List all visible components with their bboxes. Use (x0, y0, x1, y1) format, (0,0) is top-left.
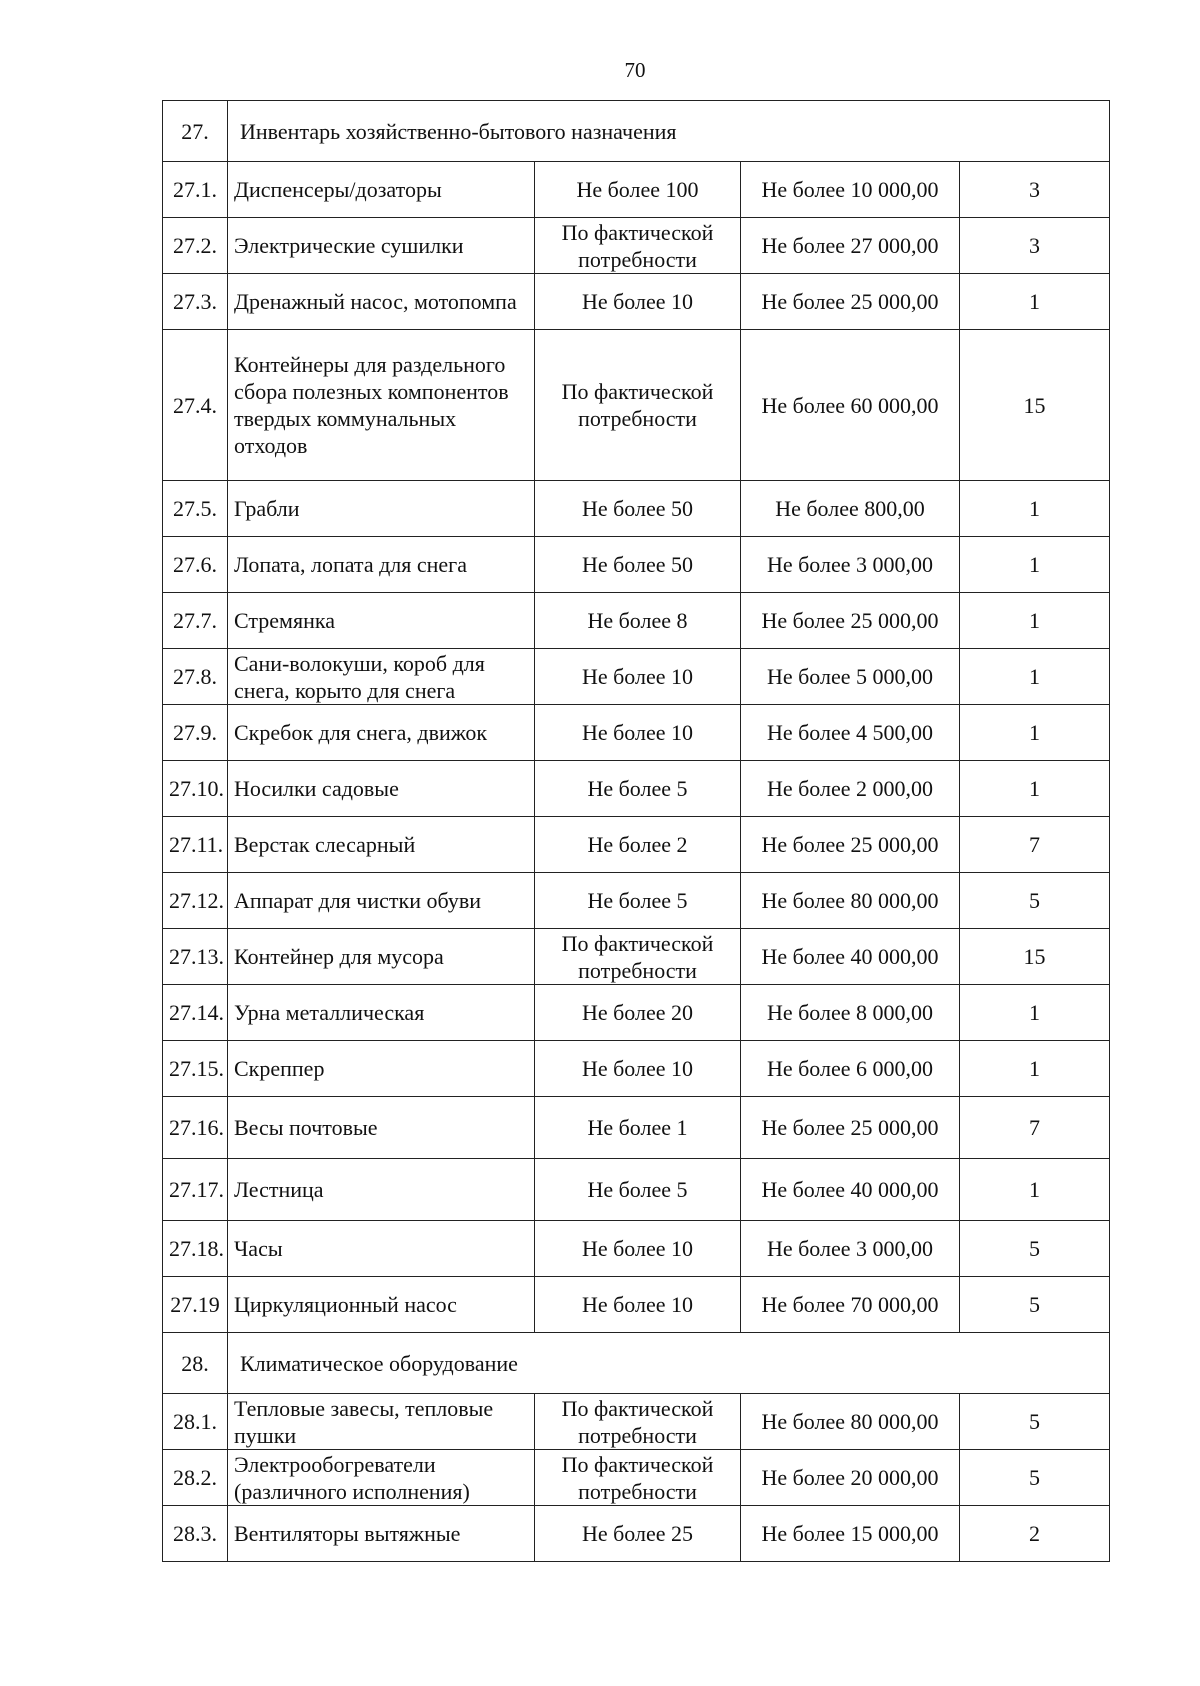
item-name: Урна металлическая (228, 985, 535, 1041)
item-quantity: Не более 20 (535, 985, 741, 1041)
item-price: Не более 25 000,00 (741, 593, 960, 649)
item-number: 27.19 (163, 1277, 228, 1333)
table-row (163, 1097, 1110, 1159)
item-price: Не более 25 000,00 (741, 1097, 960, 1159)
item-name: Дренажный насос, мотопомпа (228, 274, 535, 330)
table-row (163, 481, 1110, 537)
item-price: Не более 8 000,00 (741, 985, 960, 1041)
item-price: Не более 800,00 (741, 481, 960, 537)
item-price: Не более 40 000,00 (741, 1159, 960, 1221)
item-quantity: Не более 1 (535, 1097, 741, 1159)
equipment-table-body (163, 101, 1110, 1562)
item-quantity: Не более 10 (535, 274, 741, 330)
equipment-table (162, 100, 1110, 1562)
item-quantity: Не более 8 (535, 593, 741, 649)
item-name: Лопата, лопата для снега (228, 537, 535, 593)
item-service-years: 1 (960, 985, 1110, 1041)
item-number: 27.1. (163, 162, 228, 218)
section-row (163, 101, 1110, 162)
item-quantity: По фактической потребности (535, 218, 741, 274)
item-number: 27.7. (163, 593, 228, 649)
item-price: Не более 80 000,00 (741, 1394, 960, 1450)
item-quantity: Не более 100 (535, 162, 741, 218)
item-quantity: Не более 10 (535, 1221, 741, 1277)
item-price: Не более 70 000,00 (741, 1277, 960, 1333)
item-quantity: Не более 25 (535, 1506, 741, 1562)
item-service-years: 15 (960, 330, 1110, 481)
item-price: Не более 27 000,00 (741, 218, 960, 274)
item-number: 28.2. (163, 1450, 228, 1506)
item-service-years: 3 (960, 162, 1110, 218)
item-quantity: По фактической потребности (535, 1450, 741, 1506)
item-number: 27.18. (163, 1221, 228, 1277)
section-title: Климатическое оборудование (228, 1333, 1110, 1394)
table-row (163, 537, 1110, 593)
item-name: Лестница (228, 1159, 535, 1221)
item-quantity: По фактической потребности (535, 929, 741, 985)
item-quantity: По фактической потребности (535, 330, 741, 481)
table-row (163, 1159, 1110, 1221)
item-number: 27.4. (163, 330, 228, 481)
table-row (163, 1277, 1110, 1333)
section-number: 28. (163, 1333, 228, 1394)
table-row (163, 1450, 1110, 1506)
item-number: 27.11. (163, 817, 228, 873)
item-price: Не более 10 000,00 (741, 162, 960, 218)
item-service-years: 1 (960, 274, 1110, 330)
table-row (163, 705, 1110, 761)
item-price: Не более 5 000,00 (741, 649, 960, 705)
table-row (163, 1221, 1110, 1277)
item-name: Диспенсеры/дозаторы (228, 162, 535, 218)
item-name: Контейнер для мусора (228, 929, 535, 985)
item-quantity: Не более 10 (535, 705, 741, 761)
item-quantity: Не более 2 (535, 817, 741, 873)
item-service-years: 1 (960, 761, 1110, 817)
item-name: Контейнеры для раздельного сбора полезных компонентов твердых коммунальных отходов (228, 330, 535, 481)
item-number: 27.17. (163, 1159, 228, 1221)
table-row (163, 1041, 1110, 1097)
item-name: Сани-волокуши, короб для снега, корыто для снега (228, 649, 535, 705)
section-title: Инвентарь хозяйственно-бытового назначения (228, 101, 1110, 162)
page-number: 70 (624, 58, 646, 82)
item-number: 27.10. (163, 761, 228, 817)
item-quantity: Не более 50 (535, 481, 741, 537)
item-price: Не более 40 000,00 (741, 929, 960, 985)
item-name: Аппарат для чистки обуви (228, 873, 535, 929)
item-name: Часы (228, 1221, 535, 1277)
item-service-years: 7 (960, 817, 1110, 873)
table-row (163, 593, 1110, 649)
table-row (163, 649, 1110, 705)
table-row (163, 929, 1110, 985)
table-row (163, 985, 1110, 1041)
item-service-years: 1 (960, 537, 1110, 593)
item-service-years: 5 (960, 1450, 1110, 1506)
item-number: 28.1. (163, 1394, 228, 1450)
item-number: 27.2. (163, 218, 228, 274)
item-quantity: Не более 5 (535, 873, 741, 929)
item-quantity: Не более 50 (535, 537, 741, 593)
table-row (163, 817, 1110, 873)
item-name: Электрообогреватели (различного исполнения) (228, 1450, 535, 1506)
item-name: Весы почтовые (228, 1097, 535, 1159)
table-row (163, 330, 1110, 481)
table-row (163, 761, 1110, 817)
table-row (163, 274, 1110, 330)
item-quantity: Не более 5 (535, 761, 741, 817)
item-name: Электрические сушилки (228, 218, 535, 274)
item-number: 27.12. (163, 873, 228, 929)
item-quantity: Не более 10 (535, 1277, 741, 1333)
item-number: 27.3. (163, 274, 228, 330)
item-service-years: 7 (960, 1097, 1110, 1159)
item-name: Вентиляторы вытяжные (228, 1506, 535, 1562)
item-number: 27.14. (163, 985, 228, 1041)
item-quantity: Не более 5 (535, 1159, 741, 1221)
item-price: Не более 4 500,00 (741, 705, 960, 761)
item-number: 28.3. (163, 1506, 228, 1562)
item-service-years: 1 (960, 1159, 1110, 1221)
item-price: Не более 3 000,00 (741, 1221, 960, 1277)
item-service-years: 5 (960, 1394, 1110, 1450)
item-price: Не более 20 000,00 (741, 1450, 960, 1506)
item-service-years: 1 (960, 593, 1110, 649)
item-service-years: 15 (960, 929, 1110, 985)
section-row (163, 1333, 1110, 1394)
item-service-years: 1 (960, 649, 1110, 705)
item-name: Носилки садовые (228, 761, 535, 817)
item-service-years: 5 (960, 873, 1110, 929)
item-number: 27.13. (163, 929, 228, 985)
item-name: Тепловые завесы, тепловые пушки (228, 1394, 535, 1450)
item-price: Не более 25 000,00 (741, 817, 960, 873)
item-service-years: 5 (960, 1221, 1110, 1277)
item-price: Не более 25 000,00 (741, 274, 960, 330)
section-number: 27. (163, 101, 228, 162)
item-price: Не более 6 000,00 (741, 1041, 960, 1097)
item-price: Не более 80 000,00 (741, 873, 960, 929)
table-row (163, 162, 1110, 218)
item-service-years: 2 (960, 1506, 1110, 1562)
item-name: Стремянка (228, 593, 535, 649)
item-number: 27.8. (163, 649, 228, 705)
item-price: Не более 15 000,00 (741, 1506, 960, 1562)
table-row (163, 1394, 1110, 1450)
item-quantity: Не более 10 (535, 649, 741, 705)
item-service-years: 1 (960, 481, 1110, 537)
item-number: 27.6. (163, 537, 228, 593)
item-quantity: Не более 10 (535, 1041, 741, 1097)
item-name: Скреппер (228, 1041, 535, 1097)
item-price: Не более 60 000,00 (741, 330, 960, 481)
item-service-years: 1 (960, 705, 1110, 761)
item-name: Скребок для снега, движок (228, 705, 535, 761)
item-number: 27.5. (163, 481, 228, 537)
item-number: 27.16. (163, 1097, 228, 1159)
item-quantity: По фактической потребности (535, 1394, 741, 1450)
item-service-years: 1 (960, 1041, 1110, 1097)
table-row (163, 873, 1110, 929)
item-price: Не более 3 000,00 (741, 537, 960, 593)
item-name: Грабли (228, 481, 535, 537)
item-number: 27.15. (163, 1041, 228, 1097)
item-name: Циркуляционный насос (228, 1277, 535, 1333)
item-service-years: 5 (960, 1277, 1110, 1333)
table-row (163, 1506, 1110, 1562)
item-price: Не более 2 000,00 (741, 761, 960, 817)
item-number: 27.9. (163, 705, 228, 761)
item-service-years: 3 (960, 218, 1110, 274)
table-row (163, 218, 1110, 274)
item-name: Верстак слесарный (228, 817, 535, 873)
